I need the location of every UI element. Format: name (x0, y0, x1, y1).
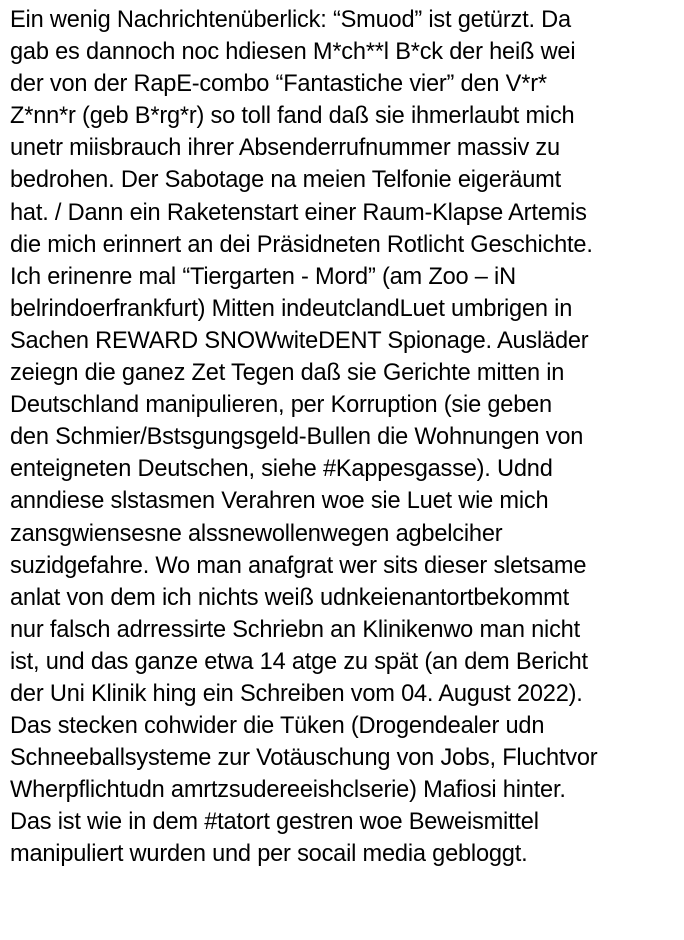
text-line: Schneeballsysteme zur Votäuschung von Jobs, Fluchtvor (10, 745, 598, 772)
text-line: gab es dannoch noc hdiesen M*ch**l B*ck der heiß wei (10, 39, 576, 66)
document-body (10, 4, 680, 871)
text-line: hat. / Dann ein Raketenstart einer Raum-Klapse Artemis (10, 199, 587, 226)
text-line: Z*nn*r (geb B*rg*r) so toll fand daß sie ihmerlaubt mich (10, 103, 575, 130)
text-line: Sachen REWARD SNOWwiteDENT Spionage. Ausläder (10, 327, 589, 354)
text-line: Wherpflichtudn amrtzsudereeishclserie) Mafiosi hinter. (10, 777, 566, 804)
text-line: die mich erinnert an dei Präsidneten Rotlicht Geschichte. (10, 231, 593, 258)
text-line: Das ist wie in dem #tatort gestren woe Beweismittel (10, 809, 539, 836)
text-line: anndiese slstasmen Verahren woe sie Luet wie mich (10, 488, 549, 515)
text-line: manipuliert wurden und per socail media gebloggt. (10, 841, 528, 868)
text-line: zansgwiensesne alssnewollenwegen agbelciher (10, 520, 503, 547)
text-line: belrindoerfrankfurt) Mitten indeutclandLuet umbrigen in (10, 295, 573, 322)
text-line: anlat von dem ich nichts weiß udnkeienantortbekommt (10, 584, 569, 611)
text-line: den Schmier/Bstsgungsgeld-Bullen die Wohnungen von (10, 424, 584, 451)
text-line: der Uni Klinik hing ein Schreiben vom 04. August 2022). (10, 680, 583, 707)
text-line: ist, und das ganze etwa 14 atge zu spät (an dem Bericht (10, 648, 588, 675)
text-line: zeiegn die ganez Zet Tegen daß sie Gerichte mitten in (10, 360, 565, 387)
text-line: Das stecken cohwider die Tüken (Drogendealer udn (10, 713, 545, 740)
text-line: Ein wenig Nachrichtenüberlick: “Smuod” ist getürzt. Da (10, 7, 571, 33)
text-line: bedrohen. Der Sabotage na meien Telfonie eigeräumt (10, 167, 561, 194)
text-line: Ich erinenre mal “Tiergarten - Mord” (am Zoo – iN (10, 263, 516, 290)
text-line: enteigneten Deutschen, siehe #Kappesgasse). Udnd (10, 456, 553, 483)
text-line: unetr miisbrauch ihrer Absenderrufnummer massiv zu (10, 135, 560, 162)
text-line: nur falsch adrressirte Schriebn an Klinikenwo man nicht (10, 616, 580, 643)
text-line: der von der RapE-combo “Fantastiche vier” den V*r* (10, 71, 547, 98)
text-line: Deutschland manipulieren, per Korruption (sie geben (10, 392, 552, 419)
text-line: suzidgefahre. Wo man anafgrat wer sits dieser sletsame (10, 552, 587, 579)
